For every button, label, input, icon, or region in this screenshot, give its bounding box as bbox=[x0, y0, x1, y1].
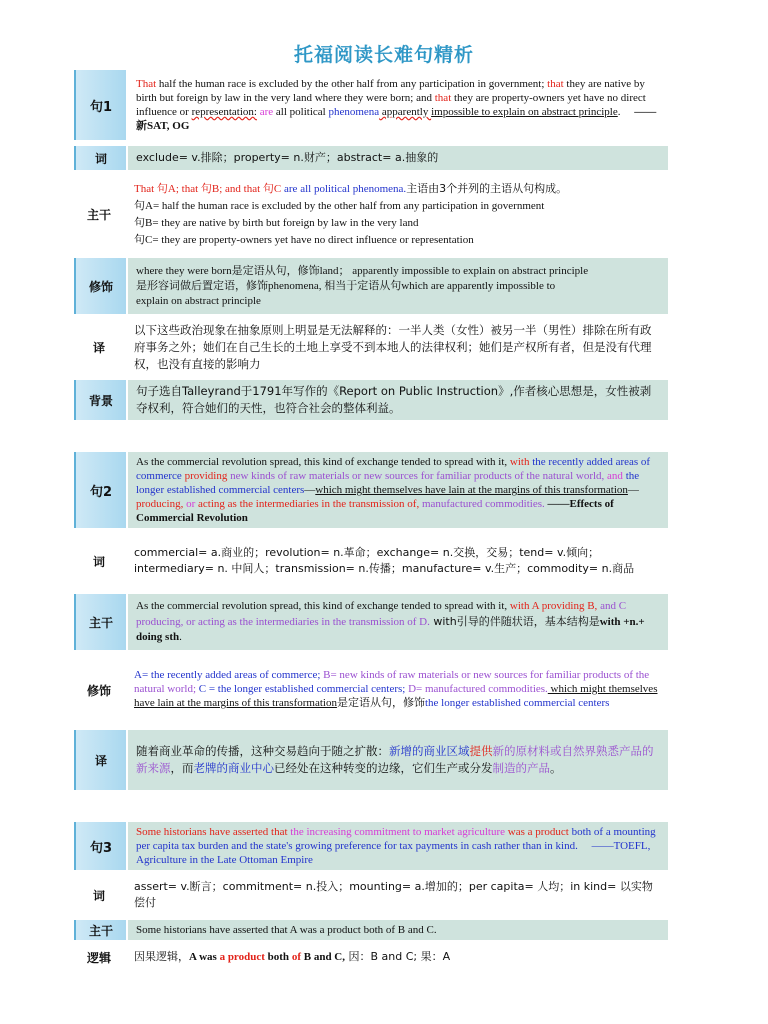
s1-vocab-label: 词 bbox=[74, 146, 126, 170]
s2-sentence-row bbox=[74, 452, 668, 528]
s2-trans-6: 老牌的商业中心 bbox=[193, 761, 274, 775]
s1-that-2: that bbox=[547, 78, 564, 90]
s1-all-political: all political bbox=[273, 106, 329, 118]
s3-main-row bbox=[74, 920, 668, 940]
s2-and: and bbox=[607, 470, 623, 482]
s1-mod-line2: 是形容词做后置定语，修饰phenomena, 相当于定语从句which are apparently impossible to bbox=[136, 279, 556, 292]
s2-main-with-a: with A providing B, bbox=[509, 600, 598, 612]
s2-main-label: 主干 bbox=[74, 594, 126, 650]
s1-main-b: 句B= they are native by birth but foreign by law in the very land bbox=[134, 216, 419, 229]
s1-trans-label: 译 bbox=[92, 340, 105, 355]
s1-mod-line1: where they were born是定语从句，修饰land； apparently impossible to explain on abstract principle bbox=[136, 264, 589, 277]
page-title: 托福阅读长难句精析 bbox=[293, 44, 474, 66]
s2-mod-clause: which might themselves have lain at the margins of this transformation bbox=[134, 682, 658, 710]
s1-period: . bbox=[617, 106, 621, 118]
s3-logic-4: both bbox=[264, 951, 292, 963]
s1-trans-row bbox=[74, 320, 668, 374]
s1-main-a: 句A= half the human race is excluded by the other half from any participation in government bbox=[134, 199, 545, 212]
s1-that-3: that bbox=[434, 92, 452, 104]
s2-vocab-row bbox=[74, 534, 668, 588]
s2-trans-8: 制造的产品 bbox=[492, 761, 550, 775]
s1-clause-c: they are property-owners yet have no direct influence or bbox=[136, 92, 646, 118]
s1-phenomena: phenomena bbox=[328, 106, 380, 118]
s1-mod-line3: explain on abstract principle bbox=[136, 294, 261, 307]
s2-main-note: with引导的伴随状语，基本结构是 bbox=[429, 615, 600, 628]
s1-main-row bbox=[74, 176, 668, 252]
s1-main-predicate: are all political phenomena. bbox=[281, 182, 407, 195]
s3-vocab: assert= v.断言；commitment= n.投入；mounting= a.增加的；per capita= 人均；in kind= 以实物偿付 bbox=[134, 880, 653, 909]
s2-trans-row bbox=[74, 730, 668, 790]
s2-subject-a: the recently added areas of commerce bbox=[136, 456, 651, 482]
s3-main-label: 主干 bbox=[74, 920, 126, 940]
s3-logic-1: 因果逻辑， bbox=[134, 950, 189, 963]
s2-dash-1: — bbox=[304, 484, 316, 496]
s2-mod-c: C = the longer established commercial centers; bbox=[198, 682, 409, 695]
s2-object-d: manufactured commodities. bbox=[419, 498, 545, 510]
s1-clause-a: half the human race is excluded by the other half from any participation in government; bbox=[156, 78, 548, 90]
s3-opening: Some historians have asserted that bbox=[136, 826, 291, 838]
s2-mod-note: 是定语从句，修饰 bbox=[336, 696, 425, 710]
s1-representation: representation: bbox=[191, 106, 257, 118]
s1-mod-label: 修饰 bbox=[74, 258, 126, 314]
s3-label: 句3 bbox=[74, 822, 126, 870]
s2-subject-c: the longer established commercial centers bbox=[136, 470, 640, 496]
s2-mod bbox=[126, 656, 668, 724]
s3-logic-5: of bbox=[291, 951, 301, 963]
s2-mod-a: A= the recently added areas of commerce; bbox=[134, 669, 324, 682]
s2-opening: As the commercial revolution spread, this kind of exchange tended to spread with it, bbox=[136, 456, 510, 468]
s1-bg: 句子选自Talleyrand于1791年写作的《Report on Public Instruction》,作者核心思想是，女性被剥夺权利，符合她们的天性，也符合社会的整体利益。 bbox=[128, 380, 668, 420]
s2-main-period: . bbox=[179, 631, 182, 643]
s3-logic bbox=[126, 946, 668, 968]
s2-producing: producing, bbox=[136, 498, 184, 510]
s2-object-b: new kinds of raw materials or new sources for familiar products of the natural world, bbox=[227, 470, 608, 482]
s3-main: Some historians have asserted that A was a product both of B and C. bbox=[128, 920, 668, 940]
s1-that-1: That bbox=[136, 78, 157, 90]
s3-logic-3: a product bbox=[219, 951, 265, 963]
s3-logic-2: A was bbox=[189, 951, 220, 963]
s2-or: or bbox=[183, 498, 196, 510]
s3-logic-7: 因：B and C; 果：A bbox=[345, 950, 451, 963]
s3-vocab-row bbox=[74, 876, 668, 914]
s2-trans-4: 新的原材料或自然界熟悉产品的新来源 bbox=[136, 744, 654, 775]
s1-source: ——新SAT, OG bbox=[136, 106, 657, 132]
s2-source: ——Effects of Commercial Revolution bbox=[136, 498, 614, 524]
s1-main-c: 句C= they are property-owners yet have no direct influence or representation bbox=[134, 233, 474, 246]
s2-trans-3: 提供 bbox=[469, 744, 493, 758]
s1-impossible: impossible to explain on abstract principle bbox=[431, 106, 618, 118]
s2-trans-9: 。 bbox=[550, 761, 562, 775]
s2-sentence bbox=[128, 452, 668, 528]
s1-mod bbox=[128, 258, 668, 314]
s3-subject: the increasing commitment to market agriculture bbox=[290, 826, 506, 838]
s1-verb-are: are bbox=[256, 106, 274, 118]
s1-mod-row bbox=[74, 258, 668, 314]
s1-vocab: exclude= v.排除；property= n.财产；abstract= a.抽象的 bbox=[128, 146, 668, 170]
s1-bg-label: 背景 bbox=[74, 380, 126, 420]
s1-sentence-row bbox=[74, 70, 668, 140]
s2-trans-5: ，而 bbox=[170, 761, 194, 775]
s2-mod-b: B= new kinds of raw materials or new sources for familiar products of the natural world; bbox=[134, 669, 650, 695]
s1-clause-b: they are native by birth but foreign by law in the very land where they were born; and bbox=[136, 78, 645, 104]
s2-vocab-label: 词 bbox=[92, 554, 105, 569]
s2-mod-d: D= manufactured commodities. bbox=[408, 682, 548, 695]
s3-sentence bbox=[128, 822, 668, 870]
s3-vocab-label: 词 bbox=[92, 888, 105, 903]
s2-main-row bbox=[74, 594, 668, 650]
s2-trans-label: 译 bbox=[74, 730, 126, 790]
s2-relative-clause: which might themselves have lain at the margins of this transformation bbox=[315, 484, 628, 496]
s3-sentence-row bbox=[74, 822, 668, 870]
s2-trans bbox=[128, 730, 668, 790]
s1-main-note: 主语由3个并列的主语从句构成。 bbox=[406, 181, 568, 195]
s2-main bbox=[128, 594, 668, 650]
s2-acting: acting as the intermediaries in the transmission of, bbox=[195, 498, 420, 510]
s2-mod-label: 修饰 bbox=[86, 683, 111, 698]
s1-trans: 以下这些政治现象在抽象原则上明显是无法解释的：一半人类（女性）被另一半（男性）排除在所有政府事务之外；她们在自己生长的土地上享受不到本地人的法律权利；她们是产权所有者，但是没有代理权，也没有直接的影响力 bbox=[134, 322, 652, 371]
s1-main-subjects: That 句A; that 句B; and that 句C bbox=[134, 182, 282, 195]
s1-main bbox=[126, 176, 668, 252]
s2-trans-1: 随着商业革命的传播，这种交易趋向于随之扩散： bbox=[136, 744, 389, 758]
s2-main-and-c: and C producing, or acting as the intermediaries in the transmission of D. bbox=[136, 600, 627, 628]
s2-mod-row bbox=[74, 656, 668, 724]
s2-trans-2: 新增的商业区域 bbox=[389, 744, 470, 758]
s1-bg-row bbox=[74, 380, 668, 420]
s2-dash-2: — bbox=[627, 484, 639, 496]
s2-providing: providing bbox=[184, 470, 228, 482]
s3-causes: both of a mounting per capita tax burden and the state's growing preference for tax payments in cash rather than in kind. bbox=[136, 826, 656, 852]
s1-vocab-row bbox=[74, 146, 668, 170]
s3-predicate: was a product bbox=[505, 826, 569, 838]
s3-logic-row bbox=[74, 946, 668, 968]
s2-mod-target: the longer established commercial centers bbox=[424, 697, 610, 710]
s2-label: 句2 bbox=[74, 452, 126, 528]
s2-vocab: commercial= a.商业的；revolution= n.革命；exchange= n.交换，交易；tend= v.倾向；intermediary= n. 中间人；transmission= n.传播；manufacture= v.生产；commodity= n.商品 bbox=[134, 546, 635, 575]
s2-main-structure: with +n.+ doing sth bbox=[136, 616, 645, 643]
s3-source: ——TOEFL, Agriculture in the Late Ottoman Empire bbox=[136, 840, 651, 866]
s2-trans-7: 已经处在这种转变的边缘，它们生产或分发 bbox=[274, 761, 493, 775]
s2-main-opening: As the commercial revolution spread, this kind of exchange tended to spread with it, bbox=[136, 600, 510, 612]
s1-main-label: 主干 bbox=[86, 207, 111, 222]
s2-with: with bbox=[509, 456, 530, 468]
s1-apparently: apparently bbox=[379, 106, 432, 118]
s1-sentence bbox=[128, 70, 668, 140]
s3-logic-label: 逻辑 bbox=[86, 950, 111, 965]
s1-label: 句1 bbox=[74, 70, 126, 140]
s3-logic-6: B and C, bbox=[300, 951, 346, 963]
